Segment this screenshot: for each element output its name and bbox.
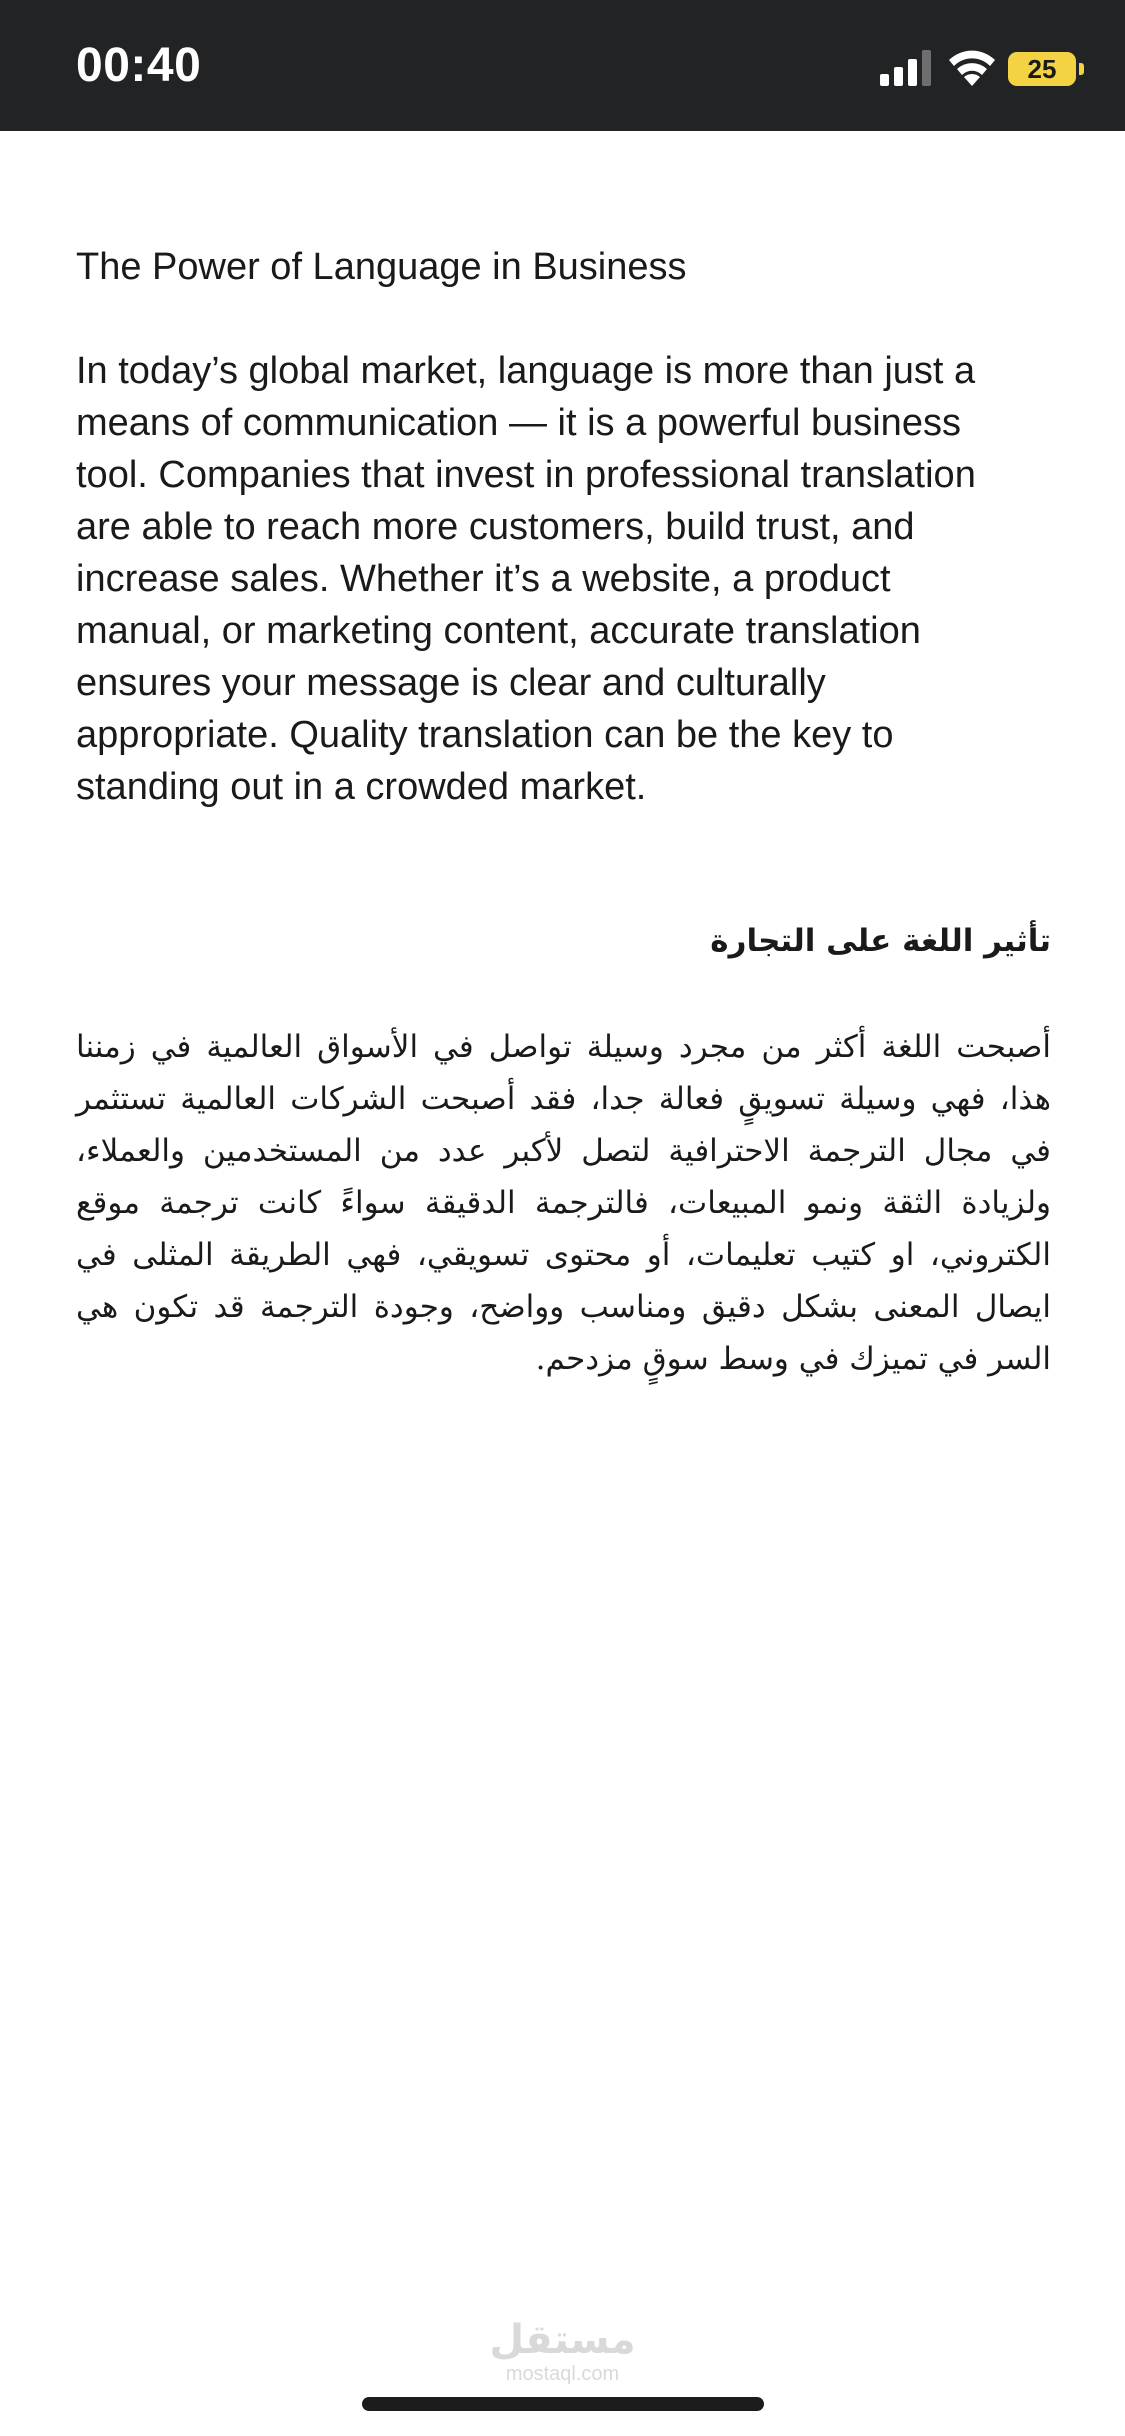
watermark: [0, 2318, 1125, 2386]
arabic-title: تأثير اللغة على التجارة: [710, 923, 1051, 959]
battery-icon: [1008, 52, 1084, 86]
signal-icon: [880, 50, 934, 86]
wifi-icon: [948, 48, 996, 86]
watermark-logo: مستقل: [489, 2317, 636, 2363]
english-title: The Power of Language in Business: [76, 246, 687, 288]
english-paragraph: In today’s global market, language is more than just a means of communication — it is a powerful business tool. Companies that invest in professional translation are able to reach more customers, build trust, and increase sales. Whether it’s a website, a product manual, or marketing content, accurate translation ensures your message is clear and culturally appropriate. Quality translation can be the key to standing out in a crowded market.: [76, 350, 976, 808]
home-indicator[interactable]: [362, 2397, 764, 2411]
arabic-paragraph: أصبحت اللغة أكثر من مجرد وسيلة تواصل في الأسواق العالمية في زمننا هذا، فهي وسيلة تسويقٍ فعالة جدا، فقد أصبحت الشركات العالمية تستثمر في مجال الترجمة الاحترافية لتصل لأكبر عدد من المستخدمين والعملاء، ولزيادة الثقة ونمو المبيعات، فالترجمة الدقيقة سواءً كانت ترجمة موقع الكتروني، او كتيب تعليمات، أو محتوى تسويقي، فهي الطريقة المثلى في ايصال المعنى بشكل دقيق ومناسب وواضح، وجودة الترجمة قد تكون هي السر في تميزك في وسط سوقٍ مزدحم.: [76, 1029, 1051, 1377]
status-bar: [0, 0, 1125, 131]
watermark-domain: mostaql.com: [505, 2363, 620, 2385]
status-time: 00:40: [76, 39, 202, 92]
battery-tip: [1079, 63, 1084, 75]
battery-level: 25: [1027, 54, 1057, 84]
